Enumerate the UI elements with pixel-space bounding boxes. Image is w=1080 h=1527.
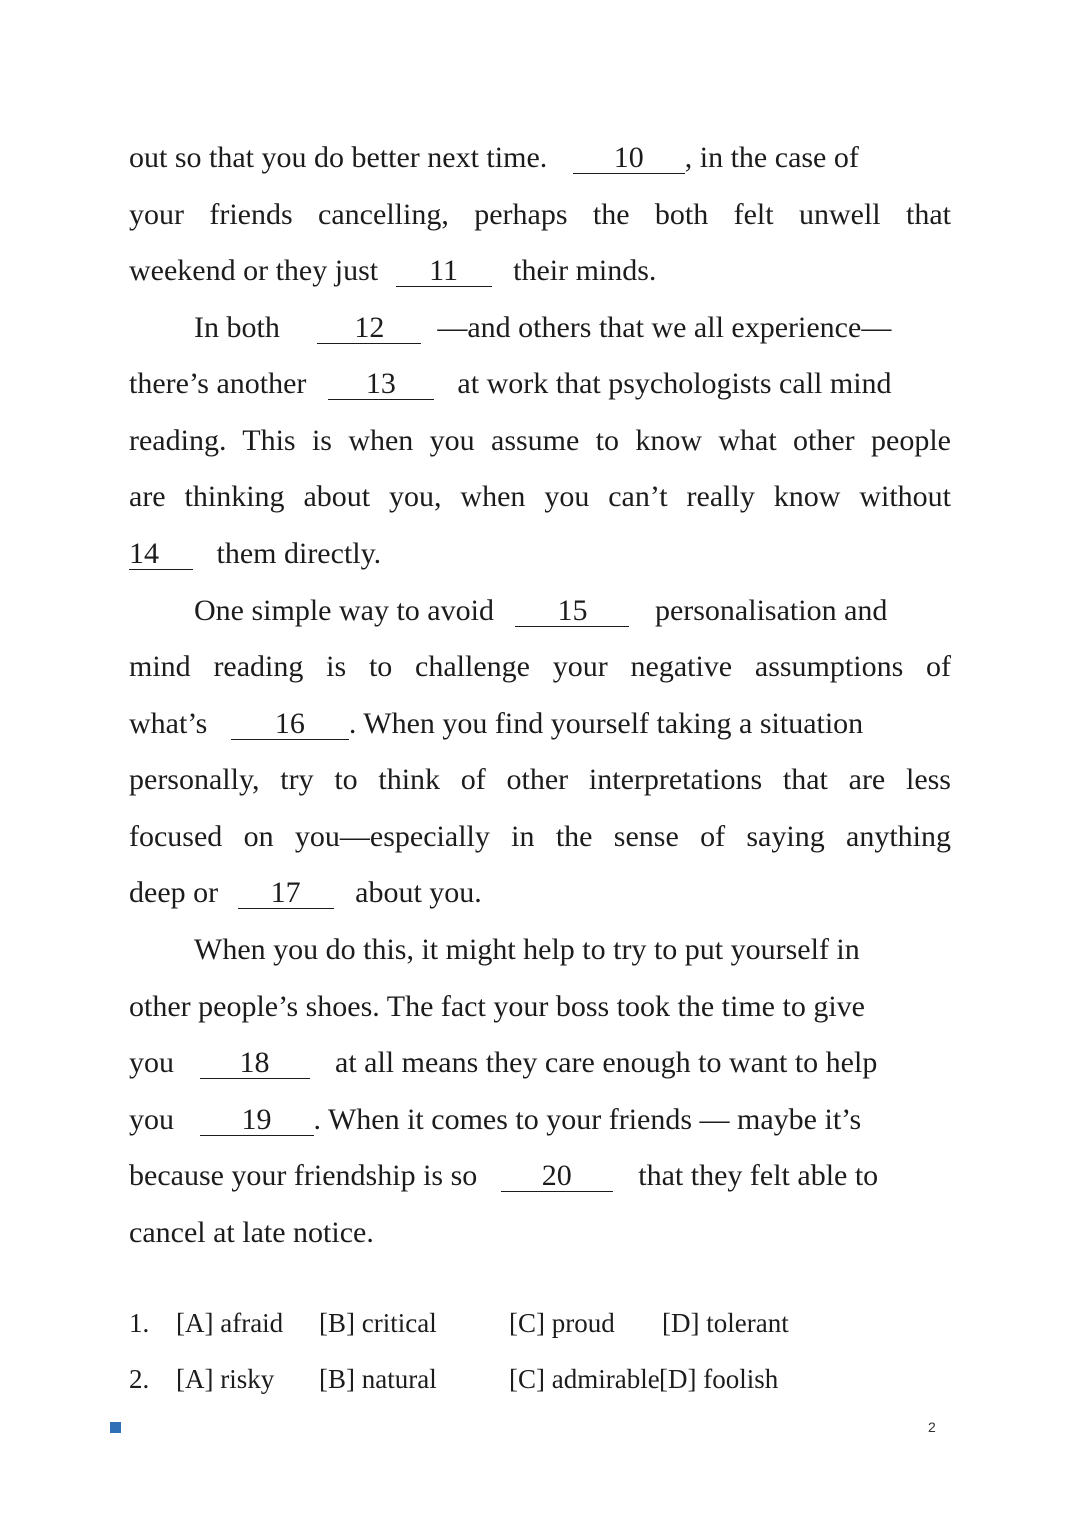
passage-line — [129, 534, 951, 574]
blank-20: 20 — [501, 1161, 613, 1192]
passage-text: mind reading is to challenge your negative assumptions of — [129, 650, 951, 683]
passage-text: are thinking about you, when you can’t really know without — [129, 480, 951, 513]
passage-line — [194, 308, 951, 348]
passage-line — [129, 477, 951, 517]
passage-text: weekend or they just — [129, 254, 379, 287]
option-d: [D] tolerant — [662, 1308, 789, 1338]
blank-16: 16 — [231, 709, 349, 740]
passage-text: what’s — [129, 707, 208, 740]
passage-text: other people’s shoes. The fact your boss took the time to give — [129, 990, 865, 1023]
passage-line — [129, 195, 951, 235]
option-b: [B] natural — [319, 1364, 437, 1394]
passage-line — [129, 421, 951, 461]
passage-text: at all means they care enough to want to help — [335, 1046, 878, 1079]
passage-text: out so that you do better next time. — [129, 141, 548, 174]
blank-10: 10 — [573, 143, 685, 174]
passage-line — [129, 987, 951, 1027]
passage-text: personally, try to think of other interpretations that are less — [129, 763, 951, 796]
passage-text: reading. This is when you assume to know what other people — [129, 424, 951, 457]
footer-marker — [110, 1422, 121, 1433]
option-b: [B] critical — [319, 1308, 437, 1338]
option-c: [C] proud — [509, 1308, 615, 1338]
passage-text: about you. — [355, 876, 482, 909]
passage-line — [129, 1156, 951, 1196]
passage-line — [129, 1043, 951, 1083]
passage-line — [129, 1213, 951, 1253]
passage-line — [129, 704, 951, 744]
passage-line — [129, 873, 951, 913]
passage-text: deep or — [129, 876, 219, 909]
blank-11: 11 — [396, 256, 492, 287]
passage-text: because your friendship is so — [129, 1159, 478, 1192]
passage-line — [129, 1100, 951, 1140]
passage-text: When you do this, it might help to try to put yourself in — [194, 933, 860, 966]
question-number: 1. — [129, 1308, 150, 1338]
blank-17: 17 — [238, 878, 334, 909]
passage-text: . When you find yourself taking a situation — [348, 707, 864, 740]
passage-text: In both — [194, 311, 280, 344]
passage-line — [129, 817, 951, 857]
passage-text: your friends cancelling, perhaps the both felt unwell that — [129, 198, 951, 231]
passage-text: their minds. — [513, 254, 657, 287]
passage-text: One simple way to avoid — [194, 594, 494, 627]
passage-line — [129, 138, 951, 178]
passage-text: . When it comes to your friends — maybe it’s — [313, 1103, 862, 1136]
passage-text: you — [129, 1103, 174, 1136]
passage-line — [129, 251, 951, 291]
passage-text: them directly. — [216, 537, 382, 570]
passage-text: there’s another — [129, 367, 307, 400]
passage-text: you — [129, 1046, 174, 1079]
passage-text: , in the case of — [684, 141, 859, 174]
option-d: [D] foolish — [659, 1364, 779, 1394]
passage-line — [129, 760, 951, 800]
passage-text: cancel at late notice. — [129, 1216, 374, 1249]
passage-line — [194, 930, 951, 970]
passage-text: that they felt able to — [638, 1159, 879, 1192]
passage-line — [194, 591, 951, 631]
blank-18: 18 — [200, 1048, 310, 1079]
passage-text: personalisation and — [654, 594, 888, 627]
passage-text: focused on you—especially in the sense of saying anything — [129, 820, 951, 853]
blank-14: 14 — [129, 539, 193, 570]
blank-19: 19 — [200, 1105, 314, 1136]
option-a: [A] risky — [176, 1364, 275, 1394]
blank-12: 12 — [317, 313, 421, 344]
option-a: [A] afraid — [176, 1308, 284, 1338]
passage-line — [129, 364, 951, 404]
passage-text: —and others that we all experience— — [437, 311, 892, 344]
page-number: 2 — [928, 1419, 936, 1435]
blank-13: 13 — [328, 369, 434, 400]
question-number: 2. — [129, 1364, 150, 1394]
blank-15: 15 — [515, 596, 629, 627]
option-c: [C] admirable — [509, 1364, 660, 1394]
passage-text: at work that psychologists call mind — [457, 367, 892, 400]
passage-line — [129, 647, 951, 687]
